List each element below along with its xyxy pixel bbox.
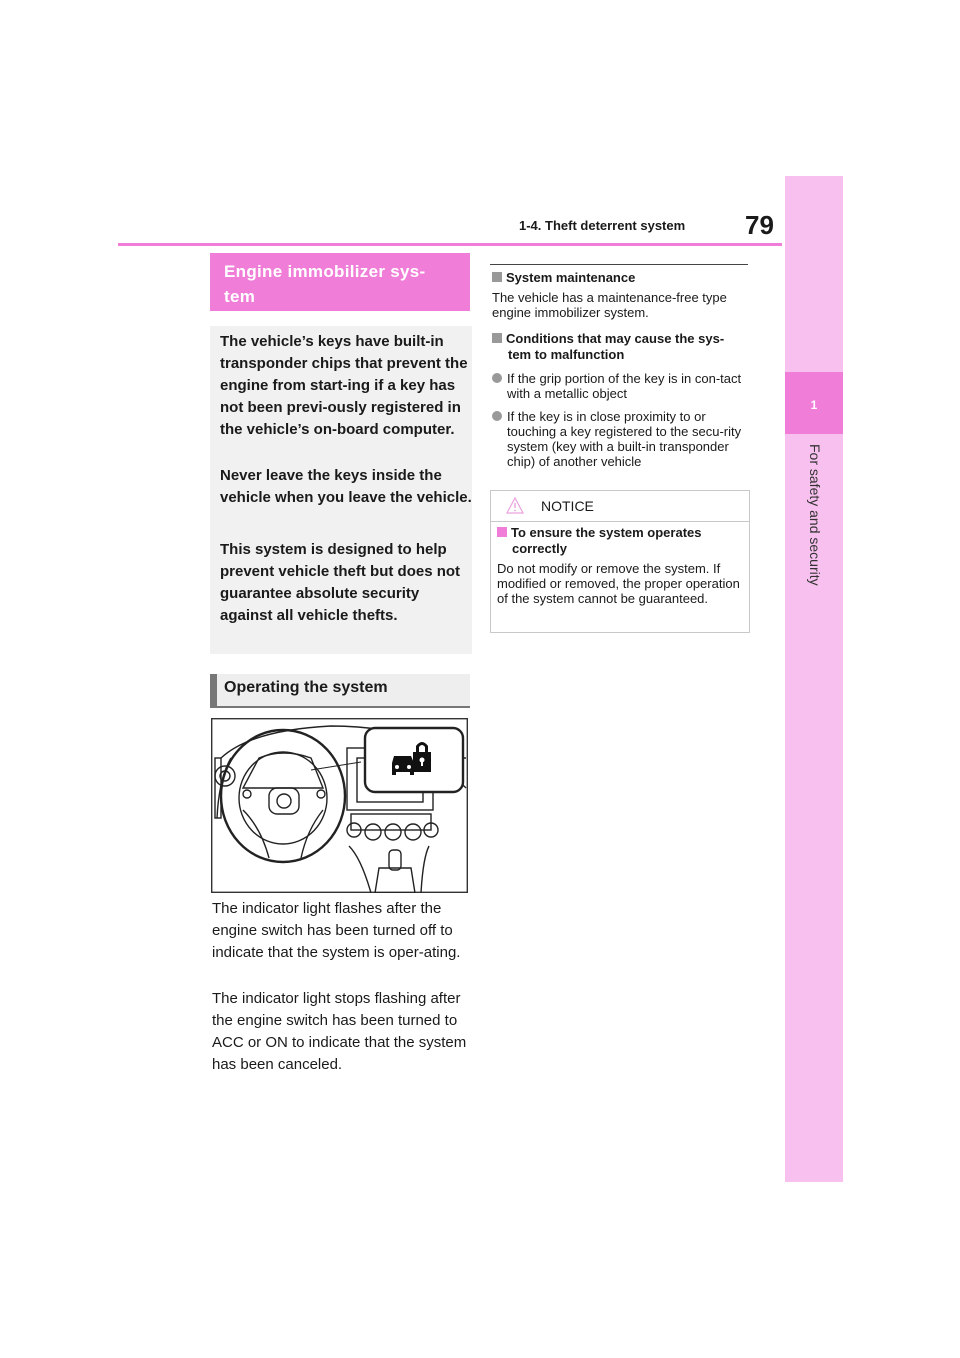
operating-heading-text: Operating the system	[224, 679, 388, 696]
notice-header	[491, 491, 749, 522]
maintenance-text: The vehicle has a maintenance-free type engine immobilizer system.	[492, 290, 727, 320]
round-bullet-icon	[492, 373, 502, 383]
notice-title: NOTICE	[541, 498, 594, 514]
square-bullet-icon	[497, 527, 507, 537]
notice-box	[490, 490, 750, 633]
section-title: 1-4. Theft deterrent system	[519, 218, 686, 233]
square-bullet-icon	[492, 333, 502, 343]
dashboard-illustration	[211, 718, 468, 893]
intro-paragraph: Never leave the keys inside the vehicle when you leave the vehicle.	[220, 467, 472, 506]
maintenance-heading: System maintenance	[492, 270, 750, 286]
notice-text: Do not modify or remove the system. If modified or removed, the proper operation of the system cannot be guaranteed.	[497, 561, 740, 606]
list-item: If the key is in close proximity to or touching a key registered to the secu-rity system (key with a built-in transponder chip) of another vehicle	[492, 409, 752, 469]
intro-paragraph: The vehicle’s keys have built-in transponder chips that prevent the engine from start-ing if a key has not been previ-ously registered in the vehicle’s on-board computer.	[220, 333, 468, 438]
header-rule	[118, 243, 782, 246]
chapter-title: For safety and security	[807, 444, 823, 586]
round-bullet-icon	[492, 411, 502, 421]
chapter-side-tab	[785, 176, 843, 1182]
intro-box	[210, 326, 472, 654]
page-number: 79	[745, 210, 774, 240]
chapter-number: 1	[810, 398, 818, 412]
operating-heading-rule	[210, 706, 470, 708]
square-bullet-icon	[492, 272, 502, 282]
operating-paragraph: The indicator light flashes after the engine switch has been turned off to indicate that the system is oper-ating.	[212, 900, 461, 961]
right-column-rule	[490, 264, 748, 265]
notice-subheading: To ensure the system operates correctly	[497, 525, 737, 557]
operating-paragraph: The indicator light stops flashing after the engine switch has been turned to ACC or ON to indicate that the system has been canceled.	[212, 990, 467, 1073]
engine-immobilizer-heading	[210, 253, 470, 311]
engine-immobilizer-heading-text: Engine immobilizer sys- tem	[224, 262, 426, 306]
operating-heading	[210, 674, 470, 706]
list-item: If the grip portion of the key is in con-tact with a metallic object	[492, 371, 752, 401]
warning-triangle-icon	[506, 497, 524, 514]
malfunction-heading: Conditions that may cause the sys- tem to malfunction	[492, 331, 750, 363]
intro-paragraph: This system is designed to help prevent vehicle theft but does not guarantee absolute security against all vehicle thefts.	[220, 541, 461, 624]
